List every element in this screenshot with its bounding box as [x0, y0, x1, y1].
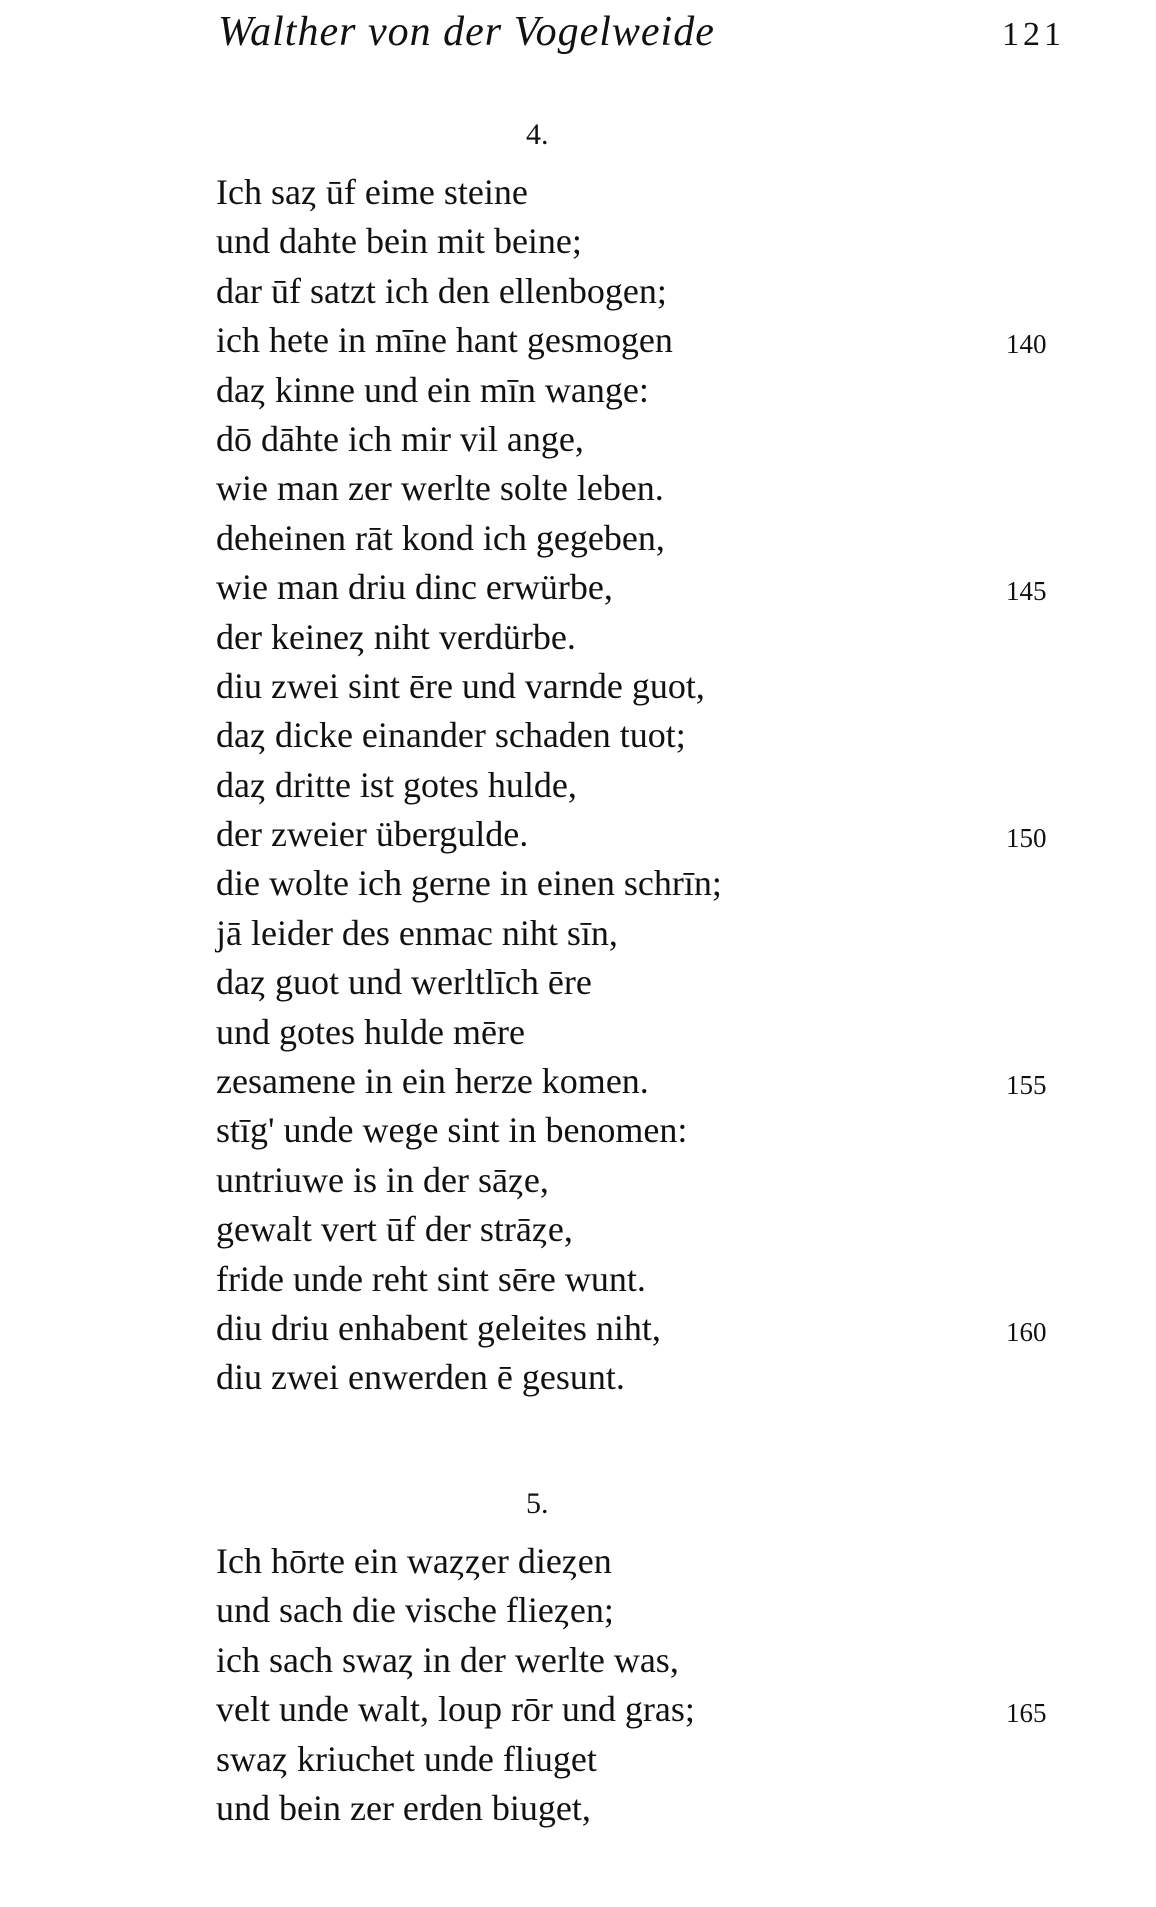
- verse-text: zesamene in ein herze komen.: [216, 1061, 649, 1102]
- verse-line: [216, 168, 1136, 217]
- running-title: Walther von der Vogelweide: [218, 9, 715, 55]
- verse-text: diu driu enhabent geleites niht,: [216, 1307, 661, 1348]
- verse-line: [216, 810, 1136, 859]
- line-number: 165: [1006, 1698, 1047, 1729]
- verse-text: daȥ dicke einander schaden tuot;: [216, 715, 686, 756]
- verse-line: [216, 1057, 1136, 1106]
- verse-line: [216, 761, 1136, 810]
- verse-text: untriuwe is in der sāȥe,: [216, 1159, 549, 1200]
- verse-text: dō dāhte ich mir vil ange,: [216, 418, 584, 459]
- verse-line: [216, 859, 1136, 908]
- verse-text: Ich saȥ ūf eime steine: [216, 172, 528, 212]
- verse-line: [216, 958, 1136, 1007]
- verse-text: gewalt vert ūf der strāȥe,: [216, 1209, 573, 1250]
- verse-text: und sach die vische flieȥen;: [216, 1590, 614, 1631]
- verse-text: stīg' unde wege sint in benomen:: [216, 1110, 688, 1151]
- verse-text: diu zwei sint ēre und varnde guot,: [216, 665, 705, 706]
- verse-text: der keineȥ niht verdürbe.: [216, 616, 576, 657]
- verse-text: jā leider des enmac niht sīn,: [216, 912, 618, 953]
- verse-text: Ich hōrte ein waȥȥer dieȥen: [216, 1541, 612, 1581]
- verse-text: daȥ guot und werltlīch ēre: [216, 962, 592, 1003]
- verse-line: [216, 1353, 1136, 1402]
- verse-line: [216, 366, 1136, 415]
- verse-line: [216, 613, 1136, 662]
- verse-line: [216, 711, 1136, 760]
- poem-section: [216, 1537, 1136, 1833]
- verse-line: [216, 1255, 1136, 1304]
- verse-line: [216, 1586, 1136, 1635]
- verse-text: und bein zer erden biuget,: [216, 1787, 591, 1828]
- verse-text: der zweier übergulde.: [216, 814, 529, 855]
- line-number: 140: [1006, 329, 1047, 360]
- verse-line: [216, 1636, 1136, 1685]
- verse-line: [216, 1735, 1136, 1784]
- verse-line: [216, 909, 1136, 958]
- verse-text: velt unde walt, loup rōr und gras;: [216, 1689, 695, 1730]
- line-number: 160: [1006, 1316, 1047, 1347]
- verse-text: fride unde reht sint sēre wunt.: [216, 1258, 646, 1299]
- verse-line: [216, 1537, 1136, 1586]
- verse-line: [216, 464, 1136, 513]
- verse-text: die wolte ich gerne in einen schrīn;: [216, 863, 722, 904]
- verse-line: [216, 316, 1136, 365]
- page-number: 121: [1002, 16, 1065, 53]
- verse-text: deheinen rāt kond ich gegeben,: [216, 517, 665, 558]
- verse-text: diu zwei enwerden ē gesunt.: [216, 1357, 625, 1398]
- verse-line: [216, 267, 1136, 316]
- verse-line: [216, 662, 1136, 711]
- verse-text: wie man zer werlte solte leben.: [216, 468, 664, 509]
- verse-text: swaȥ kriuchet unde fliuget: [216, 1738, 597, 1779]
- line-number: 150: [1006, 823, 1047, 854]
- verse-line: [216, 563, 1136, 612]
- verse-line: [216, 514, 1136, 563]
- verse-text: daȥ dritte ist gotes hulde,: [216, 764, 577, 805]
- verse-line: [216, 1685, 1136, 1734]
- line-number: 155: [1006, 1070, 1047, 1101]
- verse-text: ich hete in mīne hant gesmogen: [216, 320, 673, 361]
- verse-line: [216, 1106, 1136, 1155]
- section-number: 4.: [526, 118, 549, 151]
- verse-line: [216, 1784, 1136, 1833]
- verse-line: [216, 217, 1136, 266]
- verse-line: [216, 1008, 1136, 1057]
- verse-line: [216, 1156, 1136, 1205]
- verse-line: [216, 1304, 1136, 1353]
- verse-text: wie man driu dinc erwürbe,: [216, 567, 613, 608]
- poem-section: [216, 168, 1136, 1403]
- verse-text: ich sach swaȥ in der werlte was,: [216, 1639, 679, 1680]
- line-number: 145: [1006, 576, 1047, 607]
- verse-text: und gotes hulde mēre: [216, 1011, 525, 1052]
- section-number: 5.: [526, 1487, 549, 1520]
- verse-line: [216, 1205, 1136, 1254]
- verse-text: dar ūf satzt ich den ellenbogen;: [216, 270, 667, 311]
- verse-text: und dahte bein mit beine;: [216, 221, 582, 262]
- verse-line: [216, 415, 1136, 464]
- verse-text: daȥ kinne und ein mīn wange:: [216, 369, 649, 410]
